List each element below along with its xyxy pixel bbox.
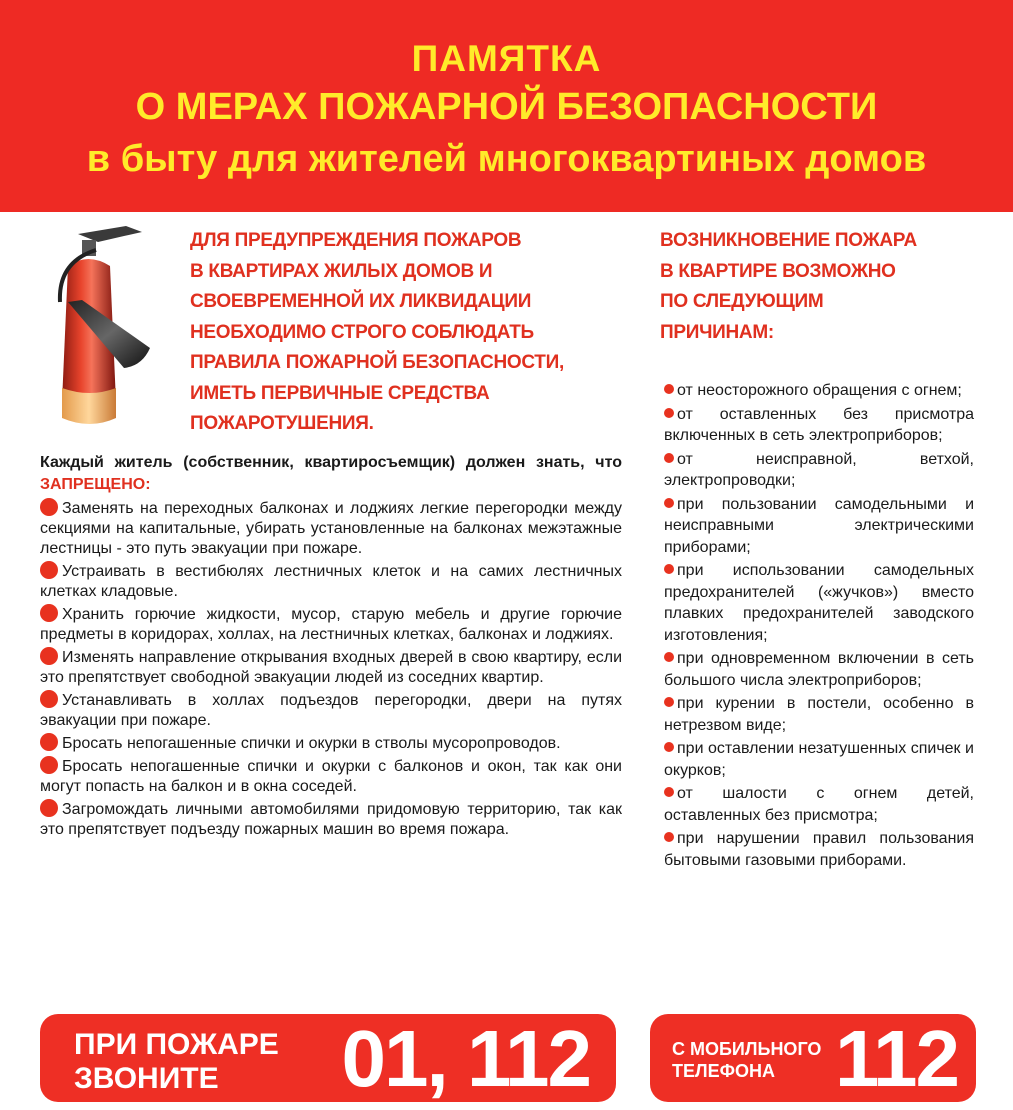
list-item [40, 561, 622, 602]
intro-line: ИМЕТЬ ПЕРВИЧНЫЕ СРЕДСТВА [190, 382, 490, 404]
header-banner [0, 0, 1013, 212]
list-item [664, 783, 974, 826]
bullet-icon [664, 652, 674, 662]
bullet-icon [40, 733, 58, 751]
mobile-number: 112 [834, 1014, 958, 1103]
list-item [664, 449, 974, 492]
bullet-icon [664, 742, 674, 752]
causes-heading-line: В КВАРТИРЕ ВОЗМОЖНО [660, 260, 896, 282]
causes-heading-line: ВОЗНИКНОВЕНИЕ ПОЖАРА [660, 230, 917, 251]
causes-heading [660, 226, 990, 348]
fire-extinguisher-icon [38, 222, 158, 432]
forbidden-accent: ЗАПРЕЩЕНО: [40, 476, 151, 493]
list-item [664, 380, 974, 402]
bullet-icon [40, 604, 58, 622]
list-item [40, 647, 622, 688]
list-item [664, 560, 974, 646]
call-label-line: ПРИ ПОЖАРЕ [74, 1028, 279, 1061]
causes-heading-line: ПРИЧИНАМ: [660, 321, 774, 343]
bullet-icon [40, 561, 58, 579]
emergency-number: 01, 112 [341, 1014, 590, 1103]
bullet-icon [664, 832, 674, 842]
bullet-icon [664, 453, 674, 463]
bullet-icon [664, 498, 674, 508]
call-label [74, 1028, 279, 1096]
forbidden-lead-text: Каждый житель (собственник, квартиросъемщик) должен знать, что [40, 454, 622, 471]
bullet-icon [40, 647, 58, 665]
header-subtitle: О МЕРАХ ПОЖАРНОЙ БЕЗОПАСНОСТИ [135, 86, 878, 128]
bullet-icon [664, 564, 674, 574]
forbidden-item-text: Устраивать в вестибюлях лестничных клеток и на самих лестничных клетках кладовые. [40, 563, 622, 600]
cause-text: при пользовании самодельными и неисправными электрическими приборами; [664, 495, 974, 556]
cause-text: при одновременном включении в сеть большого числа электроприборов; [664, 650, 974, 689]
cause-text: от оставленных без присмотра включенных в сеть электроприборов; [664, 405, 974, 444]
intro-line: СВОЕВРЕМЕННОЙ ИХ ЛИКВИДАЦИИ [190, 291, 532, 312]
mobile-call-box [650, 1014, 976, 1102]
forbidden-item-text: Загромождать личными автомобилями придомовую территорию, так как это препятствует подъезду пожарных машин во время пожара. [40, 801, 622, 838]
emergency-call-box [40, 1014, 616, 1102]
causes-list [664, 380, 974, 873]
bullet-icon [40, 690, 58, 708]
forbidden-item-text: Изменять направление открывания входных дверей в свою квартиру, если это препятствует свободной эвакуации людей из соседних квартир. [40, 649, 622, 686]
intro-line: В КВАРТИРАХ ЖИЛЫХ ДОМОВ И [190, 260, 493, 282]
list-item [40, 690, 622, 731]
mobile-label-line: С МОБИЛЬНОГО [672, 1039, 822, 1059]
bullet-icon [664, 697, 674, 707]
list-item [40, 604, 622, 645]
bullet-icon [40, 799, 58, 817]
bullet-icon [40, 756, 58, 774]
bullet-icon [664, 408, 674, 418]
list-item [664, 648, 974, 691]
intro-line: НЕОБХОДИМО СТРОГО СОБЛЮДАТЬ [190, 321, 534, 343]
list-item [664, 693, 974, 736]
bullet-icon [40, 498, 58, 516]
cause-text: от шалости с огнем детей, оставленных без присмотра; [664, 785, 974, 824]
call-label-line: ЗВОНИТЕ [74, 1062, 219, 1095]
mobile-label-line: ТЕЛЕФОНА [672, 1061, 775, 1081]
forbidden-item-text: Заменять на переходных балконах и лоджиях легкие перегородки между секциями на капитальные, убирать установленные на балконах межэтажные лестницы - это путь эвакуации при пожаре. [40, 500, 622, 557]
header-audience: в быту для жителей многоквартиных домов [86, 138, 927, 180]
list-item [664, 828, 974, 871]
forbidden-item-text: Хранить горючие жидкости, мусор, старую мебель и другие горючие предметы в коридорах, холлах, на лестничных клетках, балконах и лоджиях. [40, 606, 622, 643]
list-item [40, 799, 622, 840]
cause-text: при оставлении незатушенных спичек и окурков; [664, 740, 974, 779]
mobile-label [672, 1038, 821, 1082]
cause-text: при курении в постели, особенно в нетрезвом виде; [664, 695, 974, 734]
intro-line: ПОЖАРОТУШЕНИЯ. [190, 413, 374, 434]
intro-line: ПРАВИЛА ПОЖАРНОЙ БЕЗОПАСНОСТИ, [190, 352, 564, 373]
forbidden-item-text: Бросать непогашенные спички и окурки в стволы мусоропроводов. [62, 735, 561, 752]
cause-text: при нарушении правил пользования бытовыми газовыми приборами. [664, 830, 974, 869]
list-item [664, 404, 974, 447]
cause-text: от неисправной, ветхой, электропроводки; [664, 450, 974, 489]
forbidden-item-text: Устанавливать в холлах подъездов перегородки, двери на путях эвакуации при пожаре. [40, 692, 622, 729]
bullet-icon [664, 384, 674, 394]
list-item [664, 738, 974, 781]
forbidden-lead [40, 452, 622, 496]
intro-line: ДЛЯ ПРЕДУПРЕЖДЕНИЯ ПОЖАРОВ [190, 230, 522, 251]
list-item [40, 498, 622, 559]
causes-heading-line: ПО СЛЕДУЮЩИМ [660, 291, 824, 312]
cause-text: от неосторожного обращения с огнем; [677, 382, 962, 399]
list-item [40, 733, 622, 754]
header-title: ПАМЯТКА [411, 38, 602, 79]
bullet-icon [664, 787, 674, 797]
forbidden-list [40, 452, 622, 840]
forbidden-item-text: Бросать непогашенные спички и окурки с балконов и окон, так как они могут попасть на балкон и в окна соседей. [40, 758, 622, 795]
cause-text: при использовании самодельных предохранителей («жучков») вместо плавких предохранителей заводского изготовления; [664, 562, 974, 644]
list-item [664, 494, 974, 559]
list-item [40, 756, 622, 797]
intro-text [190, 226, 630, 440]
